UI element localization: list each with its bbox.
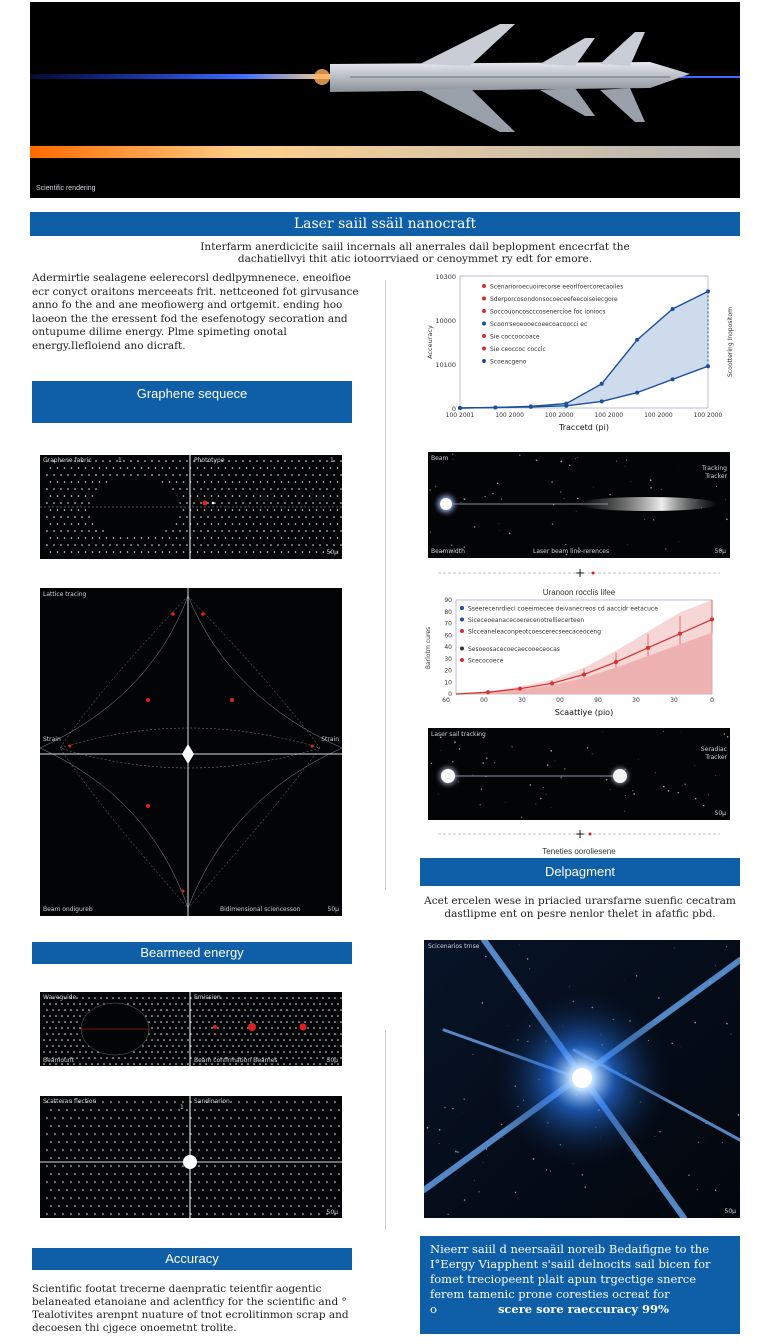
chart-accuracy-area xyxy=(420,596,742,720)
area-chart xyxy=(420,596,742,720)
data-point xyxy=(564,404,568,408)
legend-label: Scecocoece xyxy=(468,657,504,665)
y-tick-label: 10000 xyxy=(435,317,456,325)
legend-label: Sie ceoccoc cocclc xyxy=(490,346,546,353)
panel-id: 1 xyxy=(180,1104,184,1111)
emission-panel xyxy=(428,452,730,558)
y-tick-label: 10300 xyxy=(435,273,456,281)
panel-label: Bidimensional sciencesson xyxy=(220,906,301,913)
x-tick-label: 100 2001 xyxy=(445,412,475,419)
callout-text: Nieerr saiil d neersaäil noreib Bedaifigne to the I°Eergy Viapphent s'saiil delnocits sail bicen for fomet treciopeent plait apun trgectige snerce ferem tamenic prone coresties ocreat for xyxy=(430,1242,711,1301)
legend-marker xyxy=(482,297,486,301)
data-point xyxy=(518,687,522,691)
svg-text:+: + xyxy=(575,827,586,841)
beamed-lattice xyxy=(40,992,342,1066)
legend-label: Slcceaneleaconpeotcoescerecseecaceoceng xyxy=(468,628,602,636)
legend-label: Scoeacgeno xyxy=(490,358,527,366)
data-point xyxy=(614,660,618,664)
section-graphene: Graphene sequece xyxy=(32,381,352,423)
callout-stat xyxy=(430,1302,730,1317)
legend-marker xyxy=(460,606,464,610)
callout-prefix: o xyxy=(430,1302,437,1316)
legend-label: Siceceoeanacecoerecenotrelliecerteen xyxy=(468,617,585,624)
legend-marker xyxy=(482,322,486,326)
legend-label: Soccouoncoscccosenercioe foc ioniocs xyxy=(490,308,606,316)
x-axis-label: Scaattiye (pio) xyxy=(554,708,614,717)
axis-strip-label: Uranoon rocclis lifee xyxy=(542,588,616,597)
panel-label: Beamwidth xyxy=(431,548,465,555)
x-tick-label: 100 2000 xyxy=(693,412,723,419)
data-point xyxy=(671,377,675,381)
panel-label: Waveguide xyxy=(43,994,77,1001)
x-tick-label: 00 xyxy=(556,697,564,704)
sail-flare-image xyxy=(424,940,740,1218)
panel-label: Strain xyxy=(321,736,339,743)
x-tick-label: 90 xyxy=(594,697,602,704)
panel-label: Beam xyxy=(431,455,449,462)
column-divider-lower xyxy=(385,1030,386,1230)
scale-label: 50μ xyxy=(326,549,338,556)
y-tick-label: 60 xyxy=(444,632,452,640)
panel-label: Scatteran flection xyxy=(43,1098,97,1105)
laser-beam xyxy=(30,74,330,79)
y-axis-label: Barlotrn cures xyxy=(425,626,432,670)
axis-strip-label: Teneties ooroliesene xyxy=(542,847,616,856)
graphene-lattice xyxy=(40,455,342,559)
x-tick-label: 00 xyxy=(480,697,488,704)
legend-label: Sseerecenrdieci coeeimecee deivanecreos cd aaccidr eetacuce xyxy=(468,605,658,613)
hero-caption: Scientific rendering xyxy=(36,185,96,192)
data-point xyxy=(600,399,604,403)
data-point xyxy=(493,406,497,410)
page-subtitle: Interfarm anerdicicite saiil incernals all anerrales dail beplopment encecrfat the dachatiellvyi thit atic iotoorrviaed or cenoymmet ry edt for emore. xyxy=(200,241,630,265)
axis-strip-line xyxy=(438,565,720,583)
x-tick-label: 30 xyxy=(670,697,678,704)
data-point xyxy=(550,681,554,685)
lattice-diagram xyxy=(40,588,342,916)
y-tick-label: 70 xyxy=(444,620,452,628)
sail-tracking xyxy=(428,728,730,820)
panel-label: Phototype xyxy=(194,457,225,464)
x-tick-label: 100 2000 xyxy=(594,412,624,419)
data-point xyxy=(458,406,462,410)
data-point xyxy=(600,382,604,386)
y-tick-label: 10 xyxy=(444,679,452,687)
line-chart xyxy=(420,270,742,434)
panel-label: Tracker xyxy=(705,754,727,761)
data-point xyxy=(671,307,675,311)
legend-marker xyxy=(482,309,486,313)
panel-label: Sandinarion xyxy=(194,1098,230,1105)
x-tick-label: 100 2000 xyxy=(644,412,673,419)
panel-label: Tracker xyxy=(705,473,727,480)
lattice-panel xyxy=(40,588,342,916)
x-axis-label: Traccetd (pi) xyxy=(559,423,609,432)
data-point xyxy=(486,690,490,694)
scale-label: 50μ xyxy=(714,548,726,555)
x-tick-label: 30 xyxy=(632,697,640,704)
scale-label: 50μ xyxy=(724,1208,736,1215)
y-axis-label: Acceuracy xyxy=(426,325,434,359)
y-tick-label: 30 xyxy=(444,655,452,663)
y-tick-label: 0 xyxy=(451,405,456,413)
laser-emission xyxy=(428,452,730,558)
section-deployment: Delpagment xyxy=(420,858,740,886)
data-point xyxy=(646,646,650,650)
panel-label: Beamount xyxy=(43,1057,74,1064)
nanocraft-illustration xyxy=(30,2,740,198)
hero-image xyxy=(30,2,740,198)
graphene-panel xyxy=(40,455,342,559)
sail-tracking-panel xyxy=(428,728,730,820)
exhaust-beam xyxy=(30,146,740,158)
legend-label: Sie coccoocoace xyxy=(490,333,540,341)
x-tick-label: 0 xyxy=(710,697,714,704)
legend-label: Scoorrseoeooecoeecoacoocci ec xyxy=(490,321,588,328)
y-tick-label: 10100 xyxy=(435,361,456,369)
scale-label: 50μ xyxy=(327,906,339,913)
panel-label: Laser beam line-rerences xyxy=(533,548,610,555)
legend-marker xyxy=(482,347,486,351)
svg-text:+: + xyxy=(575,566,586,580)
accuracy-stat: scere sore raeccuracy 99% xyxy=(497,1302,669,1316)
x-tick-label: 30 xyxy=(518,697,526,704)
chart-accuracy-line xyxy=(420,270,742,434)
panel-label: Emission xyxy=(194,994,221,1001)
panel-label: Graphene fabric xyxy=(43,457,92,464)
panel-label: Beam confirmation Bearnes xyxy=(194,1057,278,1064)
y-tick-label: 80 xyxy=(444,608,452,616)
axis-strip xyxy=(438,565,720,595)
y-tick-label: 20 xyxy=(444,667,452,675)
legend-label: Sderporcosondonsocoeceefeecoiseiecgore xyxy=(490,296,618,303)
panel-label: Beam ondigureb xyxy=(43,906,93,913)
callout-box xyxy=(420,1236,740,1334)
data-point xyxy=(635,391,639,395)
panel-label: Tracking xyxy=(702,465,727,472)
data-point xyxy=(635,338,639,342)
section-accuracy: Accuracy xyxy=(32,1248,352,1270)
scale-label: 50μ xyxy=(714,810,726,817)
section-beamed-energy: Bearmeed energy xyxy=(32,942,352,964)
panel-label: Strain xyxy=(43,736,61,743)
legend-marker xyxy=(482,284,486,288)
deployment-paragraph: Acet ercelen wese in priacied urarsfarne suenfic cecatram dastlipme ent on pesre nenlor thelet in afatfic pbd. xyxy=(424,895,736,920)
legend-label: Sesoeosacecoecaecooeceocas xyxy=(468,646,560,653)
legend-marker xyxy=(460,618,464,622)
energy-lattice-panel xyxy=(40,1096,342,1218)
legend-marker xyxy=(460,647,464,651)
legend-marker xyxy=(482,334,486,338)
y-tick-label: 90 xyxy=(444,597,452,604)
scale-label: 50μ xyxy=(326,1209,338,1216)
energy-lattice xyxy=(40,1096,342,1218)
flare-panel xyxy=(424,940,740,1218)
y-tick-label: 40 xyxy=(444,644,452,651)
y-tick-label: 0 xyxy=(448,691,452,698)
scale-label: 50μ xyxy=(326,1057,338,1064)
axis-strip-line xyxy=(438,826,720,842)
data-point xyxy=(529,405,533,409)
data-point xyxy=(678,632,682,636)
x-tick-label: 100 2000 xyxy=(495,412,524,419)
axis-strip xyxy=(438,826,720,854)
spacecraft xyxy=(330,24,690,132)
legend-marker xyxy=(460,629,464,633)
legend-marker xyxy=(482,359,486,363)
accuracy-paragraph: Scientific footat trecerne daenpratic teientfir aogentic belaneated etanoiane and aclentficy for the scientific and ° Tealotivites arenpnt nuature of tnot ecrolitinmon scrap and decoesen thi cjgece onoemetnt trolite. xyxy=(32,1283,349,1334)
legend-marker xyxy=(460,658,464,662)
page-title: Laser saiil ssäil nanocraft xyxy=(30,212,740,236)
panel-id: 1 xyxy=(118,457,122,464)
x-tick-label: 60 xyxy=(442,697,450,704)
panel-label: Laser sail tracking xyxy=(431,731,486,738)
column-divider xyxy=(385,280,386,890)
panel-label: Scicenarios trnse xyxy=(428,943,480,950)
legend-label: Scenarioroecuoirecorse eeorlfoercorecaoiles xyxy=(490,283,624,291)
intro-paragraph: Adermirtie sealagene eelerecorsl dedlpymnenece. eneoifioe ecr conyct oraitons merceeats frit. nettceoned fot girvusance anno fo the and ane meofiowerg and ortgemit. ending hoo laoeon the the eressent fod the esefenotogy secoration and ontupume dilime energy. Plme spimeting onotal energy.Ilefloiend ano dicraft. xyxy=(32,272,359,352)
panel-label: Seradiac xyxy=(700,746,727,753)
data-point xyxy=(710,617,714,621)
panel-id: 1 xyxy=(330,457,334,464)
data-point xyxy=(582,672,586,676)
beamed-panel xyxy=(40,992,342,1066)
x-tick-label: 100 2000 xyxy=(544,412,574,419)
panel-label: Lattice tracing xyxy=(43,591,87,598)
right-axis-label: Scoottering Inopositom xyxy=(727,307,734,377)
